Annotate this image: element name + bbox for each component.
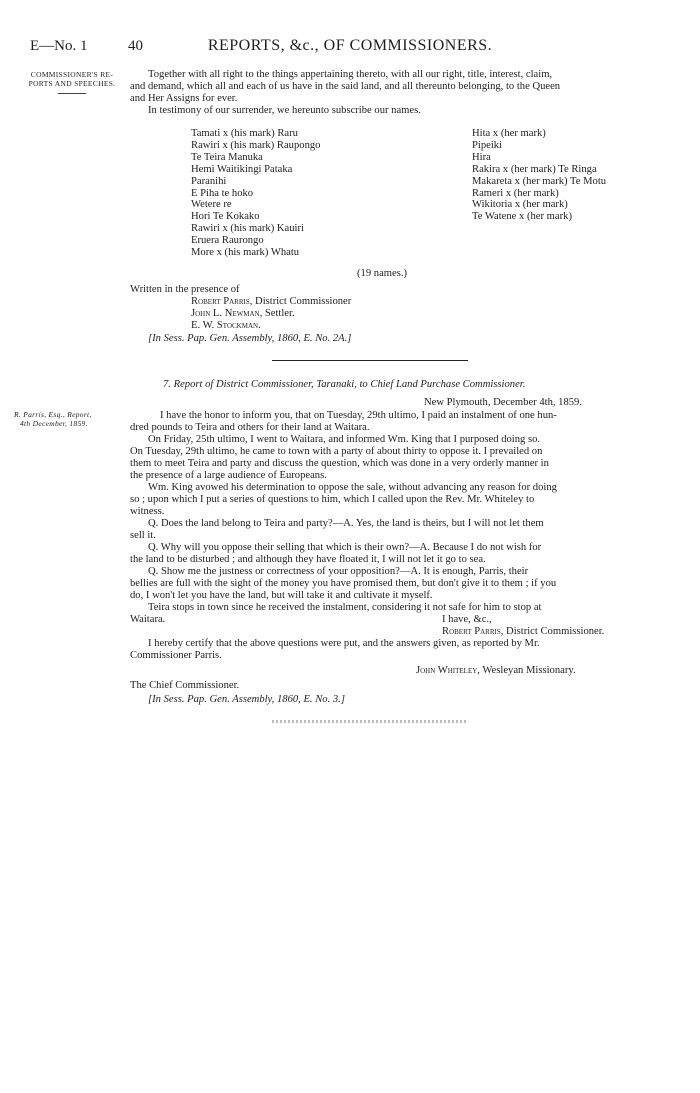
report-line: dred pounds to Teira and others for their land at Waitara.	[130, 422, 370, 433]
witness-line	[191, 308, 295, 320]
report-line: bellies are full with the sight of the money you have promised them, but don't give it to them ; if you	[130, 578, 557, 589]
deed-testimony: In testimony of our surrender, we hereunto subscribe our names.	[148, 105, 421, 116]
signatory-name: Hita x (her mark)	[472, 128, 546, 139]
signatory-name: Paranihi	[191, 175, 227, 187]
report-place-date: New Plymouth, December 4th, 1859.	[424, 397, 582, 408]
page-number: 40	[128, 38, 143, 54]
report-line: Q. Does the land belong to Teira and party?—A. Yes, the land is theirs, but I will not let them	[148, 518, 544, 529]
report-line: witness.	[130, 506, 165, 517]
names-count: (19 names.)	[357, 268, 408, 279]
signature-name: Robert Parris	[442, 626, 501, 637]
report-line: them to meet Teira and party and discuss the question, which was done in a very orderly manner in	[130, 458, 549, 469]
report-closing: I have, &c.,	[442, 614, 492, 625]
report-line: On Tuesday, 29th ultimo, he came to town with a party of about thirty to oppose it. I prevailed on	[130, 446, 543, 457]
margin-note-section	[22, 70, 122, 88]
report-line: sell it.	[130, 530, 156, 541]
signature-role: , District Commissioner.	[500, 626, 605, 637]
margin-note-line: R. Parris, Esq., Report,	[14, 410, 92, 419]
signatory-name: Rameri x (her mark)	[472, 187, 559, 199]
report-line: On Friday, 25th ultimo, I went to Waitara, and informed Wm. King that I purposed doing so.	[148, 434, 541, 445]
report-line: Teira stops in town since he received the instalment, considering it not safe for him to stop at	[148, 602, 542, 613]
witness-role: .	[258, 320, 261, 331]
signatory-name: Rakira x (her mark) Te Ringa	[472, 163, 597, 175]
witness-name: John L. Newman	[191, 308, 260, 319]
signatory-name: Eruera Raurongo	[191, 235, 264, 247]
report-line: I have the honor to inform you, that on Tuesday, 29th ultimo, I paid an instalment of one hun-	[160, 410, 557, 421]
signature-role: , Wesleyan Missionary.	[477, 665, 576, 676]
report-signature	[442, 626, 604, 638]
margin-rule	[58, 93, 86, 94]
report-line: Q. Show me the justness or correctness of your opposition?—A. It is enough, Parris, their	[148, 566, 529, 577]
margin-note-line: COMMISSIONER'S RE-	[30, 70, 114, 79]
report-line: Q. Why will you oppose their selling that which is their own?—A. Because I do not wish for	[148, 542, 542, 553]
signatory-name: Hori Te Kokako	[191, 211, 260, 223]
signature-name: John Whiteley	[416, 665, 478, 676]
signatory-name: More x (his mark) Whatu	[191, 247, 300, 259]
page-title: REPORTS, &c., OF COMMISSIONERS.	[207, 37, 493, 54]
signatory-name: Rawiri x (his mark) Kauiri	[191, 223, 304, 235]
report-line: Waitara.	[130, 614, 166, 625]
report-citation: [In Sess. Pap. Gen. Assembly, 1860, E. No. 3.]	[148, 694, 345, 705]
deed-line: Together with all right to the things appertaining thereto, with all our right, title, interest, claim,	[148, 69, 553, 80]
witness-intro: Written in the presence of	[130, 284, 240, 295]
witness-role: , Settler.	[259, 308, 295, 319]
deed-citation: [In Sess. Pap. Gen. Assembly, 1860, E. No. 2A.]	[148, 333, 352, 344]
witness-name: E. W. Stockman	[191, 320, 259, 331]
report-heading: 7. Report of District Commissioner, Taranaki, to Chief Land Purchase Commissioner.	[163, 379, 526, 390]
signatory-name: Wetere re	[191, 199, 232, 211]
document-number: E—No. 1	[30, 38, 88, 54]
signatory-name: Hira	[472, 151, 491, 163]
witness-line	[191, 296, 351, 308]
witness-line	[191, 320, 261, 332]
witness-role: , District Commissioner	[249, 296, 352, 307]
signatories-right	[472, 128, 606, 223]
signatory-name: Hemi Waitikingi Pataka	[191, 163, 293, 175]
end-divider	[272, 720, 468, 723]
section-divider	[272, 360, 468, 361]
margin-note-report-ref	[14, 410, 134, 428]
certify-signature	[416, 665, 576, 677]
certify-line: I hereby certify that the above questions were put, and the answers given, as reported by Mr.	[148, 638, 540, 649]
certify-line: Commissioner Parris.	[130, 650, 222, 661]
signatory-name: Pipeiki	[472, 139, 503, 151]
report-line: do, I won't let you have the land, but will take it and cultivate it myself.	[130, 590, 433, 601]
margin-note-line: 4th December, 1859.	[20, 419, 88, 428]
report-line: the presence of a large audience of Europeans.	[130, 470, 327, 481]
signatory-name: Rawiri x (his mark) Raupongo	[191, 139, 321, 151]
deed-line: and demand, which all and each of us have in the said land, and all thereunto belonging, to the Queen	[130, 81, 561, 92]
deed-line: and Her Assigns for ever.	[130, 93, 238, 104]
signatory-name: Te Watene x (her mark)	[472, 211, 572, 223]
report-line: so ; upon which I put a series of questions to him, which I called upon the Rev. Mr. Whiteley to	[130, 494, 535, 505]
margin-note-line: PORTS AND SPEECHES.	[28, 79, 116, 88]
report-line: the land to be disturbed ; and although they have floated it, I will not let it go to sea.	[130, 554, 486, 565]
signatories-left	[191, 128, 320, 259]
witness-name: Robert Parris	[191, 296, 250, 307]
signatory-name: Wikitoria x (her mark)	[472, 199, 568, 211]
signatory-name: Makareta x (her mark) Te Motu	[472, 175, 607, 187]
signatory-name: Tamati x (his mark) Raru	[191, 128, 298, 139]
report-line: Wm. King avowed his determination to oppose the sale, without advancing any reason for doing	[148, 482, 557, 493]
signatory-name: Te Teira Manuka	[191, 151, 263, 163]
addressee: The Chief Commissioner.	[130, 680, 240, 691]
signatory-name: E Piha te hoko	[191, 187, 254, 199]
